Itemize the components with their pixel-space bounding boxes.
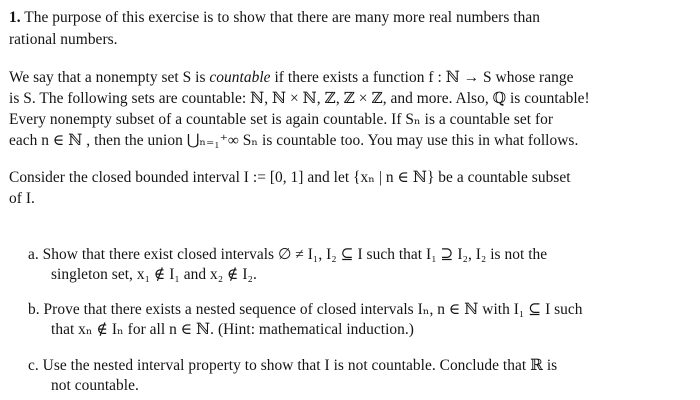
paragraph-1-line-1-post: if there exists a function f : ℕ → S whose range <box>270 69 574 86</box>
item-a-line-1: a. Show that there exist closed intervals ∅ ≠ I₁, I₂ ⊆ I such that I₁ ⊇ I₂, I₂ is not the <box>28 246 548 263</box>
item-a-line-2: singleton set, x₁ ∉ I₁ and x₂ ∉ I₂. <box>51 266 257 283</box>
item-c-line-1: c. Use the nested interval property to show that I is not countable. Conclude that ℝ is <box>28 357 558 374</box>
exercise-intro-text: The purpose of this exercise is to show that there are many more real numbers than <box>24 9 540 26</box>
paragraph-2-line-2: of I. <box>9 190 35 207</box>
exercise-number: 1. <box>9 9 21 26</box>
item-b-line-2: that xₙ ∉ Iₙ for all n ∈ ℕ. (Hint: mathematical induction.) <box>51 321 414 338</box>
paragraph-2-line-1: Consider the closed bounded interval I := [0, 1] and let {xₙ | n ∈ ℕ} be a countable subset <box>9 169 571 186</box>
exercise-intro-line-1 <box>9 8 540 28</box>
item-c-line-2: not countable. <box>51 377 139 394</box>
paragraph-1-line-4: each n ∈ ℕ , then the union ⋃ₙ₌₁⁺∞ Sₙ is countable too. You may use this in what follows. <box>9 132 579 149</box>
countable-emphasis: countable <box>209 69 271 86</box>
paragraph-1-line-2: is S. The following sets are countable: ℕ, ℕ × ℕ, ℤ, ℤ × ℤ, and more. Also, ℚ is countable! <box>9 90 590 107</box>
paragraph-1-line-3: Every nonempty subset of a countable set is again countable. If Sₙ is a countable set for <box>9 111 554 128</box>
exercise-intro-line-2: rational numbers. <box>9 31 118 48</box>
paragraph-1-line-1-pre: We say that a nonempty set S is <box>9 69 210 86</box>
item-b-line-1: b. Prove that there exists a nested sequence of closed intervals Iₙ, n ∈ ℕ with I₁ ⊆ I such <box>28 301 583 318</box>
paragraph-1-line-1 <box>9 68 573 88</box>
